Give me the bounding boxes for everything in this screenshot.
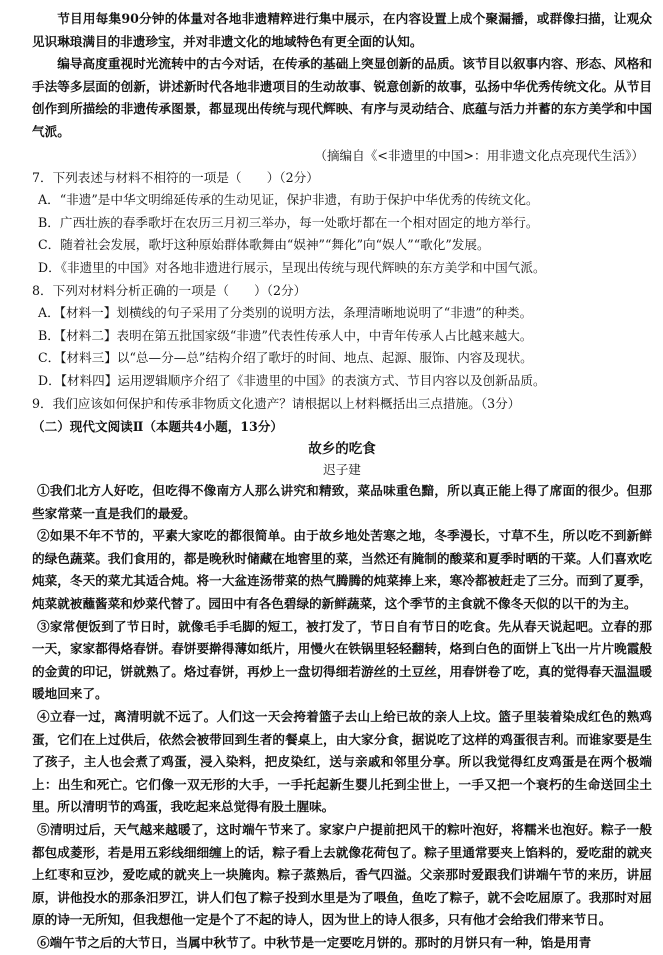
question-7-option-a: A．“非遗”是中华文明绵延传承的生动见证，保护非遗，有助于保护中华优秀的传统文化。: [38, 192, 539, 208]
question-7-stem: 7．下列表述与材料不相符的一项是（ ）（2分）: [32, 169, 319, 185]
question-8-option-b: B．【材料二】表明在第五批国家级“非遗”代表性传承人中，中青年传承人占比越来越大。: [38, 327, 533, 343]
material-paragraph: 节目用每集90分钟的体量对各地非遗精粹进行集中展示，在内容设置上成个聚漏播，或群像扫描，让观众见识琳琅满目的非遗珍宝，并对非遗文化的地域特色有更全面的认知。: [32, 11, 652, 49]
material-source: （摘编自《<非遗里的中国>：用非遗文化点亮现代生活》）: [314, 147, 644, 163]
question-7-option-b: B．广西壮族的春季歌圩在农历三月初三举办，每一处歌圩都在一个相对固定的地方举行。: [38, 214, 539, 230]
question-7-option-c: C．随着社会发展，歌圩这种原始群体歌舞由“娱神”“舞化”向“娱人”“歌化”发展。: [38, 237, 490, 253]
question-8-option-c: C．【材料三】以“总—分—总”结构介绍了歌圩的时间、地点、起源、服饰、内容及现状。: [38, 350, 533, 366]
material-paragraph: 编导高度重视时光流转中的古今对话，在传承的基础上突显创新的品质。该节目以叙事内容、形态、风格和手法等多层面的创新，讲述新时代各地非遗项目的生动故事、锐意创新的故事，弘扬中华优秀传统文化。从节目创作到所描绘的非遗传承图景，都显现出传统与现代辉映、有序与灵动结合、底蕴与活力并蓄的东方美学和中国气派。: [32, 56, 652, 139]
question-8-option-a: A．【材料一】划横线的句子采用了分类别的说明方法，条理清晰地说明了“非遗”的种类。: [38, 305, 533, 321]
question-9-stem: 9．我们应该如何保护和传承非物质文化遗产？请根据以上材料概括出三点措施。（3分）: [32, 395, 521, 411]
section-heading: （二）现代文阅读Ⅱ（本题共4小题，13分）: [32, 419, 283, 435]
article-paragraph-5: ⑤清明过后，天气越来越暖了，这时端午节来了。家家户户提前把风干的粽叶泡好，将糯米也泡好。粽子一般都包成菱形，若是用五彩线细细缠上的话，粽子看上去就像花荷包了。粽子里通常要夹上馅料的，爱吃甜的就夹上红枣和豆沙，爱吃咸的就夹上一块腌肉。粽子蒸熟后，香气四溢。父亲那时爱跟我们讲端午节的来历，讲屈原，讲他投水的那条汨罗江，讲人们包了粽子投到水里是为了喂鱼，鱼吃了粽子，就不会吃屈原了。我那时对屈原的诗一无所知，但我想他一定是个了不起的诗人，因为世上的诗人很多，只有他才会给我们带来节日。: [32, 822, 652, 928]
article-paragraph-1: ①我们北方人好吃，但吃得不像南方人那么讲究和精致，菜品味重色黯，所以真正能上得了席面的很少。但那些家常菜一直是我们的最爱。: [32, 483, 652, 521]
exam-page: [32, 8, 652, 955]
article-paragraph-2: ②如果不年不节的，平素大家吃的都很简单。由于故乡地处苦寒之地，冬季漫长，寸草不生，所以吃不到新鲜的绿色蔬菜。我们食用的，都是晚秋时储藏在地窖里的菜，当然还有腌制的酸菜和夏季时晒的干菜。人们喜欢吃炖菜，冬天的菜尤其适合炖。将一大盆连汤带菜的热气腾腾的炖菜捧上来，寒冷都被赶走了三分。而到了夏季，炖菜就被蘸酱菜和炒菜代替了。园田中有各色碧绿的新鲜蔬菜，这个季节的主食就不像冬天似的以干的为主。: [32, 528, 652, 612]
article-title: 故乡的吃食: [308, 441, 376, 458]
article-paragraph-6: ⑥端午节之后的大节日，当属中秋节了。中秋节是一定要吃月饼的。那时的月饼只有一种，馅是用青: [37, 934, 592, 950]
question-8-stem: 8．下列对材料分析正确的一项是（ ）（2分）: [32, 282, 307, 298]
question-8-option-d: D．【材料四】运用逻辑顺序介绍了《非遗里的中国》的表演方式、节目内容以及创新品质。: [38, 372, 546, 388]
article-paragraph-3: ③家常便饭到了节日时，就像毛手毛脚的短工，被打发了，节日自有节日的吃食。先从春天说起吧。立春的那一天，家家都得烙春饼。春饼要擀得薄如纸片，用慢火在铁锅里轻轻翻转，烙到白色的面饼上飞出一片片晚霞般的金黄的印记，饼就熟了。烙过春饼，再炒上一盘切得细若游丝的土豆丝，用春饼卷了吃，真的觉得春天温温暖暖地回来了。: [32, 618, 652, 702]
question-7-option-d: D．《非遗里的中国》对各地非遗进行展示，呈现出传统与现代辉映的东方美学和中国气派。: [38, 259, 546, 275]
article-author: 迟子建: [323, 462, 361, 478]
article-paragraph-4: ④立春一过，离清明就不远了。人们这一天会挎着篮子去山上给已故的亲人上坟。篮子里装着染成红色的熟鸡蛋，它们在上过供后，依然会被带回到生者的餐桌上，由大家分食，据说吃了这样的鸡蛋很吉利。而谁家要是生了孩子，主人也会煮了鸡蛋，浸入染料，把皮染红，送与亲戚和邻里分享。所以我觉得红皮鸡蛋是在两个极端上：出生和死亡。它们像一双无形的大手，一手托起新生婴儿托到尘世上，一手又把一个衰朽的生命送回尘土里。所以清明节的鸡蛋，我吃起来总觉得有股土腥味。: [32, 709, 652, 815]
